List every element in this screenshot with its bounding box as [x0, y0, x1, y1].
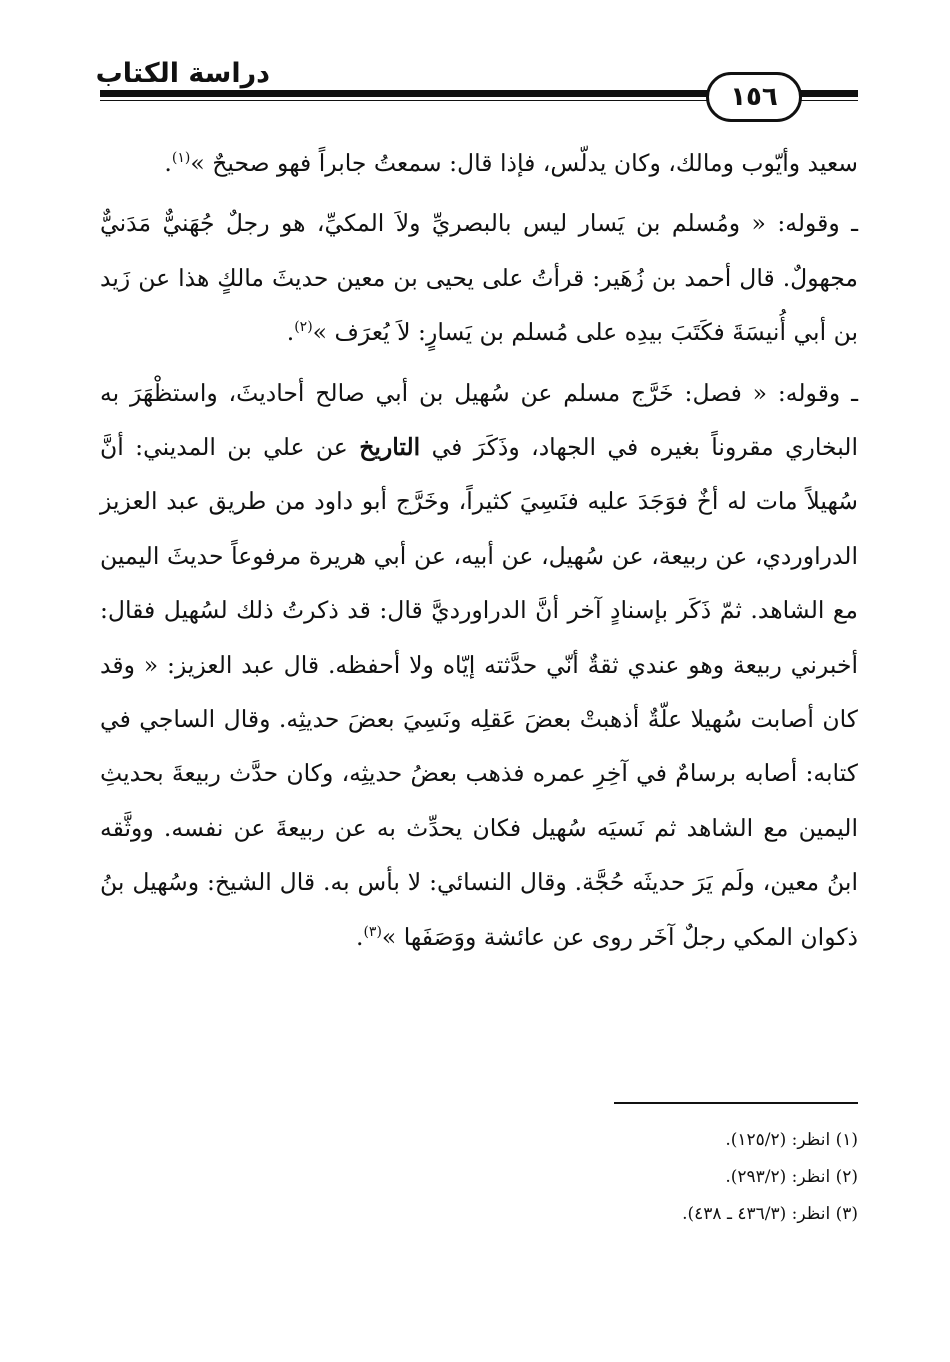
footnote-2: (٢) انظر: (٢٩٣/٢).	[725, 1167, 858, 1187]
footnote-ref-1[interactable]: (١)	[171, 150, 191, 167]
paragraph-2: ـ وقوله: « ومُسلم بن يَسار ليس بالبصريِّ ولاَ المكيِّ، هو رجلٌ جُهَنيٌّ مَدَنيٌّ مجهولٌ. قال أحمد بن زُهَير: قرأتُ على يحيى بن معين حديثَ مالكٍ هذا عن زَيد بن أبي أُنيسَةَ فكَتَبَ بيدِه على مُسلم بن يَسارٍ: لاَ يُعرَف »$^{(٢)}$.	[100, 209, 858, 347]
page-number-badge: ١٥٦	[706, 72, 802, 122]
footnote-1: (١) انظر: (١٢٥/٢).	[725, 1130, 858, 1150]
paragraph-3-text-b: عن علي بن المديني: أنَّ سُهيلاً مات له أخٌ فوَجَدَ عليه فنَسِيَ كثيراً، وخَرَّج أبو داود من طريق عبد العزيز الدراوردي، عن ربيعة، عن سُهيل، عن أبيه، عن أبي هريرة مرفوعاً حديثَ اليمين مع الشاهد. ثمّ ذَكَر بإسنادٍ آخر أنَّ الدراورديَّ قال: قد ذكرتُ ذلك لسُهيل فقال: أخبرني ربيعة وهو عندي ثقةٌ أنّي حدَّثته إيّاه ولا أحفظه. قال عبد العزيز: « وقد كان أصابت سُهيلا علّةٌ أذهبتْ بعضَ عَقلِه ونَسِيَ بعضَ حديثِه. وقال الساجي في كتابه: أصابه برسامٌ في آخِرِ عمره فذهب بعضُ حديثِه، وكان حدَّث ربيعةَ بحديثِ اليمين مع الشاهد ثم نَسيَه سُهيل فكان يحدِّث به عن ربيعةَ عن نفسه. ووثَّقه ابنُ معين، ولَم يَرَ حديثَه حُجَّة. وقال النسائي: لا بأس به. قال الشيخ: وسُهيل بنُ ذكوان المكي رجلٌ آخَر روى عن عائشة ووَصَفَها »	[100, 433, 858, 951]
paragraph-2-text: ـ وقوله: « ومُسلم بن يَسار ليس بالبصريِّ ولاَ المكيِّ، هو رجلٌ جُهَنيٌّ مَدَنيٌّ مجهولٌ. قال أحمد بن زُهَير: قرأتُ على يحيى بن معين حديثَ مالكٍ هذا عن زَيد بن أبي أُنيسَةَ فكَتَبَ بيدِه على مُسلم بن يَسارٍ: لاَ يُعرَف »	[100, 209, 858, 347]
header-rule-thick-right	[798, 90, 858, 97]
paragraph-1: سعيد وأيّوب ومالك، وكان يدلّس، فإذا قال: سمعتُ جابراً فهو صحيحٌ »$^{(١)}$.	[164, 149, 858, 177]
footnote-divider	[614, 1102, 858, 1104]
bold-term-tarikh: التاريخ	[359, 433, 421, 462]
header-rule-thick	[100, 90, 712, 97]
footnote-ref-3[interactable]: (٣)	[363, 923, 382, 940]
paragraph-1-text: سعيد وأيّوب ومالك، وكان يدلّس، فإذا قال: سمعتُ جابراً فهو صحيحٌ »	[190, 149, 858, 177]
paragraph-3-text-a: ـ وقوله: « فصل: خَرَّج مسلم عن سُهيل بن أبي صالح أحاديثَ، واستظْهَرَ به البخاري مقروناً بغيره في الجهاد، وذَكَرَ في	[100, 378, 858, 462]
footnote-ref-2[interactable]: (٢)	[294, 319, 313, 336]
body-text	[100, 136, 858, 964]
paragraph-3: ـ وقوله: « فصل: خَرَّج مسلم عن سُهيل بن أبي صالح أحاديثَ، واستظْهَرَ به البخاري مقروناً بغيره في الجهاد، وذَكَرَ في التاريخ عن علي بن المديني: أنَّ سُهيلاً مات له أخٌ فوَجَدَ عليه فنَسِيَ كثيراً، وخَرَّج أبو داود من طريق عبد العزيز الدراوردي، عن ربيعة، عن سُهيل، عن أبيه، عن أبي هريرة مرفوعاً حديثَ اليمين مع الشاهد. ثمّ ذَكَر بإسنادٍ آخر أنَّ الدراورديَّ قال: قد ذكرتُ ذلك لسُهيل فقال: أخبرني ربيعة وهو عندي ثقةٌ أنّي حدَّثته إيّاه ولا أحفظه. قال عبد العزيز: « وقد كان أصابت سُهيلا علّةٌ أذهبتْ بعضَ عَقلِه ونَسِيَ بعضَ حديثِه. وقال الساجي في كتابه: أصابه برسامٌ في آخِرِ عمره فذهب بعضُ حديثِه، وكان حدَّث ربيعةَ بحديثِ اليمين مع الشاهد ثم نَسيَه سُهيل فكان يحدِّث به عن ربيعةَ عن نفسه. ووثَّقه ابنُ معين، ولَم يَرَ حديثَه حُجَّة. وقال النسائي: لا بأس به. قال الشيخ: وسُهيل بنُ ذكوان المكي رجلٌ آخَر روى عن عائشة ووَصَفَها »$^{(٣)}$.	[100, 378, 858, 951]
header-rule-thin-right	[798, 100, 858, 101]
footnote-3: (٣) انظر: (٤٣٦/٣ ـ ٤٣٨).	[682, 1204, 858, 1224]
header-rule-thin	[100, 100, 712, 101]
footnotes	[500, 1122, 858, 1233]
running-header-title: دراسة الكتاب	[95, 58, 270, 89]
